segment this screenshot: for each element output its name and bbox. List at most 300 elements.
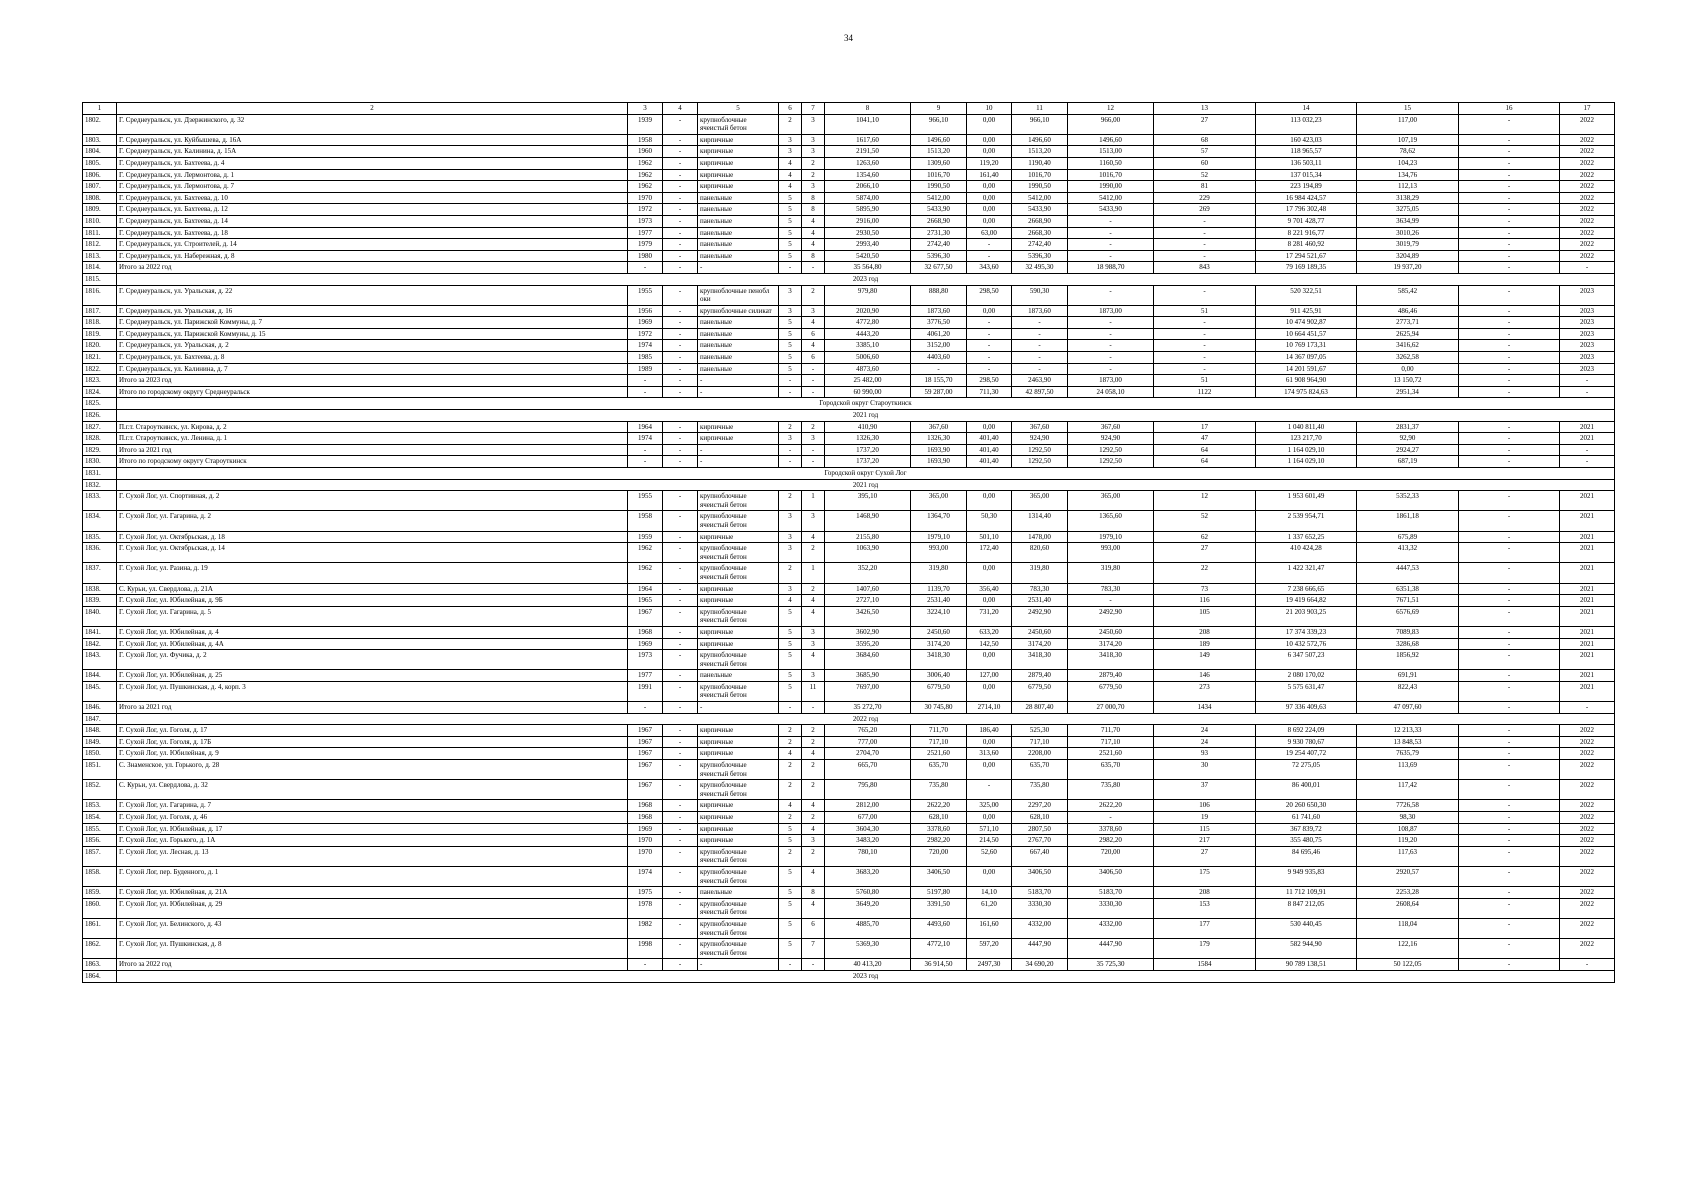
cell-col-17: 2022 (1560, 146, 1615, 158)
cell-col-1: 1809. (83, 204, 117, 216)
cell-col-16: - (1459, 563, 1560, 583)
cell-col-4: - (663, 606, 698, 626)
cell-col-17: 2021 (1560, 511, 1615, 531)
cell-col-2: Г. Среднеуральск, ул. Бахтеева, д. 12 (117, 204, 628, 216)
cell-col-6: - (779, 262, 802, 274)
cell-col-16: - (1459, 386, 1560, 398)
cell-col-10: 401,40 (967, 456, 1012, 468)
cell-col-6: 5 (779, 866, 802, 886)
cell-col-5: панельные (698, 887, 779, 899)
cell-col-14: 1 422 321,47 (1256, 563, 1357, 583)
cell-col-10: 0,00 (967, 595, 1012, 607)
cell-col-14: 1 164 029,10 (1256, 456, 1357, 468)
cell-col-10: 0,00 (967, 681, 1012, 701)
cell-col-2: Г. Сухой Лог, ул. Юбилейная, д. 25 (117, 670, 628, 682)
cell-col-10: - (967, 780, 1012, 800)
cell-col-8: 3426,50 (825, 606, 911, 626)
cell-col-7: 4 (802, 800, 825, 812)
cell-col-9: 59 287,00 (911, 386, 967, 398)
cell-col-14: 14 367 097,05 (1256, 352, 1357, 364)
cell-col-12: 5183,70 (1068, 887, 1154, 899)
cell-col-1: 1813. (83, 250, 117, 262)
cell-col-3: 1958 (628, 511, 663, 531)
cell-col-16: - (1459, 239, 1560, 251)
cell-col-11: 1190,40 (1012, 157, 1068, 169)
cell-col-11: 966,10 (1012, 114, 1068, 134)
cell-col-8: 4873,60 (825, 363, 911, 375)
cell-col-14: 19 254 407,72 (1256, 748, 1357, 760)
cell-col-12: 1365,60 (1068, 511, 1154, 531)
row-number: 1864. (83, 970, 117, 982)
cell-col-5: панельные (698, 670, 779, 682)
cell-col-13: 73 (1154, 583, 1256, 595)
cell-col-4: - (663, 638, 698, 650)
cell-col-1: 1811. (83, 227, 117, 239)
cell-col-10: - (967, 363, 1012, 375)
cell-col-2: Г. Среднеуральск, ул. Лермонтова, д. 7 (117, 181, 628, 193)
cell-col-11: 2668,30 (1012, 227, 1068, 239)
cell-col-16: - (1459, 725, 1560, 737)
cell-col-14: 123 217,70 (1256, 433, 1357, 445)
cell-col-3: 1998 (628, 939, 663, 959)
cell-col-7: 3 (802, 511, 825, 531)
cell-col-1: 1810. (83, 215, 117, 227)
cell-col-7: 2 (802, 780, 825, 800)
cell-col-8: 352,20 (825, 563, 911, 583)
cell-col-17: 2022 (1560, 760, 1615, 780)
cell-col-16: - (1459, 157, 1560, 169)
cell-col-6: 2 (779, 725, 802, 737)
cell-col-3: 1964 (628, 583, 663, 595)
section-label: 2023 год (117, 273, 1615, 285)
cell-col-11: 1016,70 (1012, 169, 1068, 181)
cell-col-2: Г. Сухой Лог, ул. Пушкинская, д. 8 (117, 939, 628, 959)
cell-col-15: 13 848,53 (1357, 736, 1459, 748)
cell-col-10: 0,00 (967, 491, 1012, 511)
cell-col-8: 765,20 (825, 725, 911, 737)
cell-col-14: 61 741,60 (1256, 812, 1357, 824)
cell-col-2: Г. Сухой Лог, ул. Гоголя, д. 17 (117, 725, 628, 737)
cell-col-6: 2 (779, 114, 802, 134)
row-number: 1832. (83, 479, 117, 491)
cell-col-2: Г. Среднеуральск, ул. Парижской Коммуны, д. 15 (117, 328, 628, 340)
cell-col-2: Г. Сухой Лог, ул. Юбилейная, д. 29 (117, 898, 628, 918)
cell-col-1: 1830. (83, 456, 117, 468)
cell-col-1: 1824. (83, 386, 117, 398)
cell-col-9: 1139,70 (911, 583, 967, 595)
cell-col-10: 0,00 (967, 134, 1012, 146)
cell-col-4: - (663, 543, 698, 563)
table-row (83, 670, 1615, 682)
cell-col-17: - (1560, 702, 1615, 714)
cell-col-6: 3 (779, 531, 802, 543)
cell-col-17: 2023 (1560, 340, 1615, 352)
cell-col-14: 72 275,05 (1256, 760, 1357, 780)
cell-col-5: кирпичные (698, 134, 779, 146)
cell-col-11: 1292,50 (1012, 456, 1068, 468)
cell-col-6: 5 (779, 192, 802, 204)
cell-col-17: 2022 (1560, 250, 1615, 262)
cell-col-11: - (1012, 317, 1068, 329)
cell-col-15: 47 097,60 (1357, 702, 1459, 714)
cell-col-17: 2022 (1560, 204, 1615, 216)
cell-col-3: 1955 (628, 491, 663, 511)
table-row (83, 456, 1615, 468)
cell-col-2: Г. Сухой Лог, ул. Фучика, д. 2 (117, 650, 628, 670)
cell-col-1: 1845. (83, 681, 117, 701)
cell-col-5: панельные (698, 204, 779, 216)
table-body (83, 114, 1615, 982)
cell-col-10: 597,20 (967, 939, 1012, 959)
cell-col-14: 97 336 409,63 (1256, 702, 1357, 714)
cell-col-17: 2021 (1560, 670, 1615, 682)
cell-col-5: - (698, 262, 779, 274)
cell-col-6: - (779, 702, 802, 714)
cell-col-7: 2 (802, 736, 825, 748)
cell-col-15: 2920,57 (1357, 866, 1459, 886)
cell-col-12: 1292,50 (1068, 456, 1154, 468)
cell-col-12: - (1068, 239, 1154, 251)
cell-col-5: - (698, 375, 779, 387)
cell-col-11: 783,30 (1012, 583, 1068, 595)
cell-col-2: Г. Сухой Лог, ул. Гагарина, д. 2 (117, 511, 628, 531)
cell-col-14: 17 796 302,48 (1256, 204, 1357, 216)
cell-col-13: 175 (1154, 866, 1256, 886)
cell-col-15: 117,63 (1357, 846, 1459, 866)
cell-col-12: - (1068, 812, 1154, 824)
cell-col-4: - (663, 305, 698, 317)
cell-col-3: 1962 (628, 181, 663, 193)
cell-col-8: 1737,20 (825, 456, 911, 468)
cell-col-9: 2742,40 (911, 239, 967, 251)
cell-col-14: 8 221 916,77 (1256, 227, 1357, 239)
cell-col-12: 3418,30 (1068, 650, 1154, 670)
cell-col-13: 62 (1154, 531, 1256, 543)
cell-col-2: Г. Сухой Лог, ул. Юбилейная, д. 21А (117, 887, 628, 899)
cell-col-4: - (663, 181, 698, 193)
cell-col-9: 1496,60 (911, 134, 967, 146)
table-row (83, 227, 1615, 239)
cell-col-14: 530 440,45 (1256, 918, 1357, 938)
cell-col-12: 1990,00 (1068, 181, 1154, 193)
cell-col-4: - (663, 421, 698, 433)
table-row (83, 386, 1615, 398)
housing-register-table (82, 102, 1615, 983)
cell-col-15: 117,00 (1357, 114, 1459, 134)
cell-col-11: 28 807,40 (1012, 702, 1068, 714)
column-header: 1 (83, 103, 117, 115)
cell-col-2: П.г.т. Староуткинск, ул. Ленина, д. 1 (117, 433, 628, 445)
cell-col-12: - (1068, 340, 1154, 352)
cell-col-4: - (663, 760, 698, 780)
cell-col-13: - (1154, 285, 1256, 305)
cell-col-1: 1858. (83, 866, 117, 886)
cell-col-5: панельные (698, 340, 779, 352)
cell-col-8: 5006,60 (825, 352, 911, 364)
cell-col-16: - (1459, 681, 1560, 701)
cell-col-15: 78,62 (1357, 146, 1459, 158)
cell-col-8: 1617,60 (825, 134, 911, 146)
cell-col-15: 113,69 (1357, 760, 1459, 780)
cell-col-5: панельные (698, 227, 779, 239)
cell-col-13: - (1154, 215, 1256, 227)
cell-col-13: 52 (1154, 511, 1256, 531)
cell-col-9: 18 155,70 (911, 375, 967, 387)
table-row (83, 760, 1615, 780)
cell-col-15: 3634,99 (1357, 215, 1459, 227)
cell-col-8: 3483,20 (825, 835, 911, 847)
cell-col-14: 11 712 109,91 (1256, 887, 1357, 899)
cell-col-13: 27 (1154, 114, 1256, 134)
cell-col-11: 635,70 (1012, 760, 1068, 780)
cell-col-15: 675,89 (1357, 531, 1459, 543)
cell-col-6: 4 (779, 169, 802, 181)
cell-col-3: 1989 (628, 363, 663, 375)
column-header: 13 (1154, 103, 1256, 115)
cell-col-6: 3 (779, 134, 802, 146)
cell-col-6: 4 (779, 595, 802, 607)
cell-col-14: 5 575 631,47 (1256, 681, 1357, 701)
cell-col-5: кирпичные (698, 626, 779, 638)
cell-col-4: - (663, 192, 698, 204)
cell-col-10: 356,40 (967, 583, 1012, 595)
cell-col-11: 2450,60 (1012, 626, 1068, 638)
table-row (83, 626, 1615, 638)
table-row (83, 531, 1615, 543)
cell-col-2: Г. Сухой Лог, ул. Юбилейная, д. 4А (117, 638, 628, 650)
cell-col-17: 2022 (1560, 157, 1615, 169)
table-row (83, 146, 1615, 158)
cell-col-12: 2521,60 (1068, 748, 1154, 760)
cell-col-14: 10 474 902,87 (1256, 317, 1357, 329)
cell-col-15: 6576,69 (1357, 606, 1459, 626)
table-header (83, 103, 1615, 115)
cell-col-16: - (1459, 317, 1560, 329)
cell-col-7: 8 (802, 887, 825, 899)
cell-col-5: кирпичные (698, 812, 779, 824)
table-row (83, 959, 1615, 971)
cell-col-8: 3602,90 (825, 626, 911, 638)
cell-col-1: 1812. (83, 239, 117, 251)
cell-col-9: 720,00 (911, 846, 967, 866)
cell-col-12: 1513,00 (1068, 146, 1154, 158)
cell-col-8: 677,00 (825, 812, 911, 824)
cell-col-8: 3604,30 (825, 823, 911, 835)
cell-col-2: С. Курьи, ул. Свердлова, д. 21А (117, 583, 628, 595)
cell-col-15: 585,42 (1357, 285, 1459, 305)
cell-col-12: 783,30 (1068, 583, 1154, 595)
section-row (83, 273, 1615, 285)
cell-col-9: 1693,90 (911, 456, 967, 468)
cell-col-5: кирпичные (698, 638, 779, 650)
cell-col-6: 5 (779, 328, 802, 340)
cell-col-14: 16 984 424,57 (1256, 192, 1357, 204)
cell-col-1: 1802. (83, 114, 117, 134)
cell-col-6: 3 (779, 305, 802, 317)
cell-col-17: 2022 (1560, 192, 1615, 204)
cell-col-14: 2 080 170,02 (1256, 670, 1357, 682)
row-number: 1826. (83, 410, 117, 422)
cell-col-5: крупноблочные ячеистый бетон (698, 939, 779, 959)
cell-col-9: 365,00 (911, 491, 967, 511)
table-row (83, 328, 1615, 340)
cell-col-6: 5 (779, 227, 802, 239)
cell-col-15: 4447,53 (1357, 563, 1459, 583)
cell-col-8: 1407,60 (825, 583, 911, 595)
cell-col-1: 1808. (83, 192, 117, 204)
cell-col-3: - (628, 386, 663, 398)
cell-col-2: Г. Сухой Лог, ул. Горького, д. 1А (117, 835, 628, 847)
cell-col-16: - (1459, 511, 1560, 531)
table-row (83, 262, 1615, 274)
cell-col-15: 2625,94 (1357, 328, 1459, 340)
cell-col-14: 1 337 652,25 (1256, 531, 1357, 543)
row-number: 1847. (83, 713, 117, 725)
cell-col-16: - (1459, 352, 1560, 364)
cell-col-12: - (1068, 227, 1154, 239)
cell-col-16: - (1459, 363, 1560, 375)
cell-col-3: 1969 (628, 823, 663, 835)
section-row (83, 713, 1615, 725)
cell-col-14: 136 503,11 (1256, 157, 1357, 169)
cell-col-16: - (1459, 846, 1560, 866)
table-row (83, 887, 1615, 899)
cell-col-12: - (1068, 215, 1154, 227)
cell-col-6: 3 (779, 543, 802, 563)
cell-col-6: 5 (779, 204, 802, 216)
table-row (83, 421, 1615, 433)
cell-col-16: - (1459, 638, 1560, 650)
cell-col-5: крупноблочные ячеистый бетон (698, 846, 779, 866)
cell-col-12: 1873,00 (1068, 375, 1154, 387)
cell-col-11: 2531,40 (1012, 595, 1068, 607)
cell-col-3: 1965 (628, 595, 663, 607)
cell-col-14: 7 238 666,65 (1256, 583, 1357, 595)
cell-col-7: 3 (802, 134, 825, 146)
cell-col-9: 1873,60 (911, 305, 967, 317)
cell-col-3: - (628, 456, 663, 468)
cell-col-11: 3418,30 (1012, 650, 1068, 670)
cell-col-16: - (1459, 543, 1560, 563)
cell-col-5: кирпичные (698, 421, 779, 433)
cell-col-5: панельные (698, 239, 779, 251)
cell-col-4: - (663, 887, 698, 899)
cell-col-17: 2022 (1560, 823, 1615, 835)
cell-col-9: 1016,70 (911, 169, 967, 181)
cell-col-5: кирпичные (698, 146, 779, 158)
cell-col-4: - (663, 531, 698, 543)
cell-col-13: 189 (1154, 638, 1256, 650)
cell-col-1: 1821. (83, 352, 117, 364)
cell-col-11: 32 495,30 (1012, 262, 1068, 274)
cell-col-6: 5 (779, 250, 802, 262)
cell-col-14: 911 425,91 (1256, 305, 1357, 317)
cell-col-7: 4 (802, 866, 825, 886)
cell-col-3: 1972 (628, 204, 663, 216)
cell-col-14: 118 965,57 (1256, 146, 1357, 158)
cell-col-13: 17 (1154, 421, 1256, 433)
cell-col-13: - (1154, 340, 1256, 352)
cell-col-8: 2704,70 (825, 748, 911, 760)
cell-col-1: 1838. (83, 583, 117, 595)
cell-col-14: 10 432 572,76 (1256, 638, 1357, 650)
cell-col-8: 5420,50 (825, 250, 911, 262)
cell-col-4: - (663, 626, 698, 638)
cell-col-3: 1979 (628, 239, 663, 251)
cell-col-17: 2022 (1560, 800, 1615, 812)
cell-col-1: 1856. (83, 835, 117, 847)
cell-col-6: 5 (779, 918, 802, 938)
cell-col-11: 1292,50 (1012, 444, 1068, 456)
cell-col-4: - (663, 898, 698, 918)
cell-col-3: 1967 (628, 725, 663, 737)
cell-col-6: 3 (779, 285, 802, 305)
cell-col-2: Г. Сухой Лог, ул. Гоголя, д. 46 (117, 812, 628, 824)
cell-col-8: 5369,30 (825, 939, 911, 959)
cell-col-3: 1974 (628, 433, 663, 445)
cell-col-3: 1962 (628, 543, 663, 563)
cell-col-10: 0,00 (967, 760, 1012, 780)
cell-col-10: - (967, 352, 1012, 364)
cell-col-14: 8 692 224,09 (1256, 725, 1357, 737)
cell-col-9: 628,10 (911, 812, 967, 824)
cell-col-17: - (1560, 375, 1615, 387)
cell-col-12: - (1068, 317, 1154, 329)
cell-col-16: - (1459, 583, 1560, 595)
cell-col-2: Г. Сухой Лог, ул. Белинского, д. 43 (117, 918, 628, 938)
cell-col-10: 14,10 (967, 887, 1012, 899)
cell-col-17: 2022 (1560, 215, 1615, 227)
cell-col-3: 1970 (628, 835, 663, 847)
cell-col-8: 5760,80 (825, 887, 911, 899)
cell-col-3: 1973 (628, 215, 663, 227)
cell-col-17: - (1560, 456, 1615, 468)
cell-col-3: 1975 (628, 887, 663, 899)
cell-col-12: 4332,00 (1068, 918, 1154, 938)
cell-col-1: 1807. (83, 181, 117, 193)
cell-col-5: крупноблочные ячеистый бетон (698, 491, 779, 511)
cell-col-11: 2492,90 (1012, 606, 1068, 626)
cell-col-11: 367,60 (1012, 421, 1068, 433)
cell-col-4: - (663, 433, 698, 445)
cell-col-5: - (698, 456, 779, 468)
cell-col-6: 5 (779, 823, 802, 835)
cell-col-10: 0,00 (967, 192, 1012, 204)
cell-col-3: 1968 (628, 626, 663, 638)
cell-col-13: 208 (1154, 887, 1256, 899)
cell-col-14: 355 480,75 (1256, 835, 1357, 847)
cell-col-3: 1974 (628, 866, 663, 886)
cell-col-5: кирпичные (698, 181, 779, 193)
cell-col-10: - (967, 239, 1012, 251)
cell-col-14: 61 908 964,90 (1256, 375, 1357, 387)
cell-col-7: 3 (802, 114, 825, 134)
cell-col-6: 5 (779, 939, 802, 959)
cell-col-10: 186,40 (967, 725, 1012, 737)
cell-col-4: - (663, 250, 698, 262)
cell-col-4: - (663, 812, 698, 824)
cell-col-2: Г. Среднеуральск, ул. Лермонтова, д. 1 (117, 169, 628, 181)
cell-col-17: 2023 (1560, 363, 1615, 375)
cell-col-17: 2022 (1560, 134, 1615, 146)
cell-col-3: 1970 (628, 846, 663, 866)
cell-col-11: 42 897,50 (1012, 386, 1068, 398)
cell-col-11: 5412,00 (1012, 192, 1068, 204)
cell-col-2: Г. Среднеуральск, ул. Уральская, д. 22 (117, 285, 628, 305)
cell-col-2: Г. Сухой Лог, ул. Спортивная, д. 2 (117, 491, 628, 511)
cell-col-4: - (663, 736, 698, 748)
cell-col-11: 2297,20 (1012, 800, 1068, 812)
